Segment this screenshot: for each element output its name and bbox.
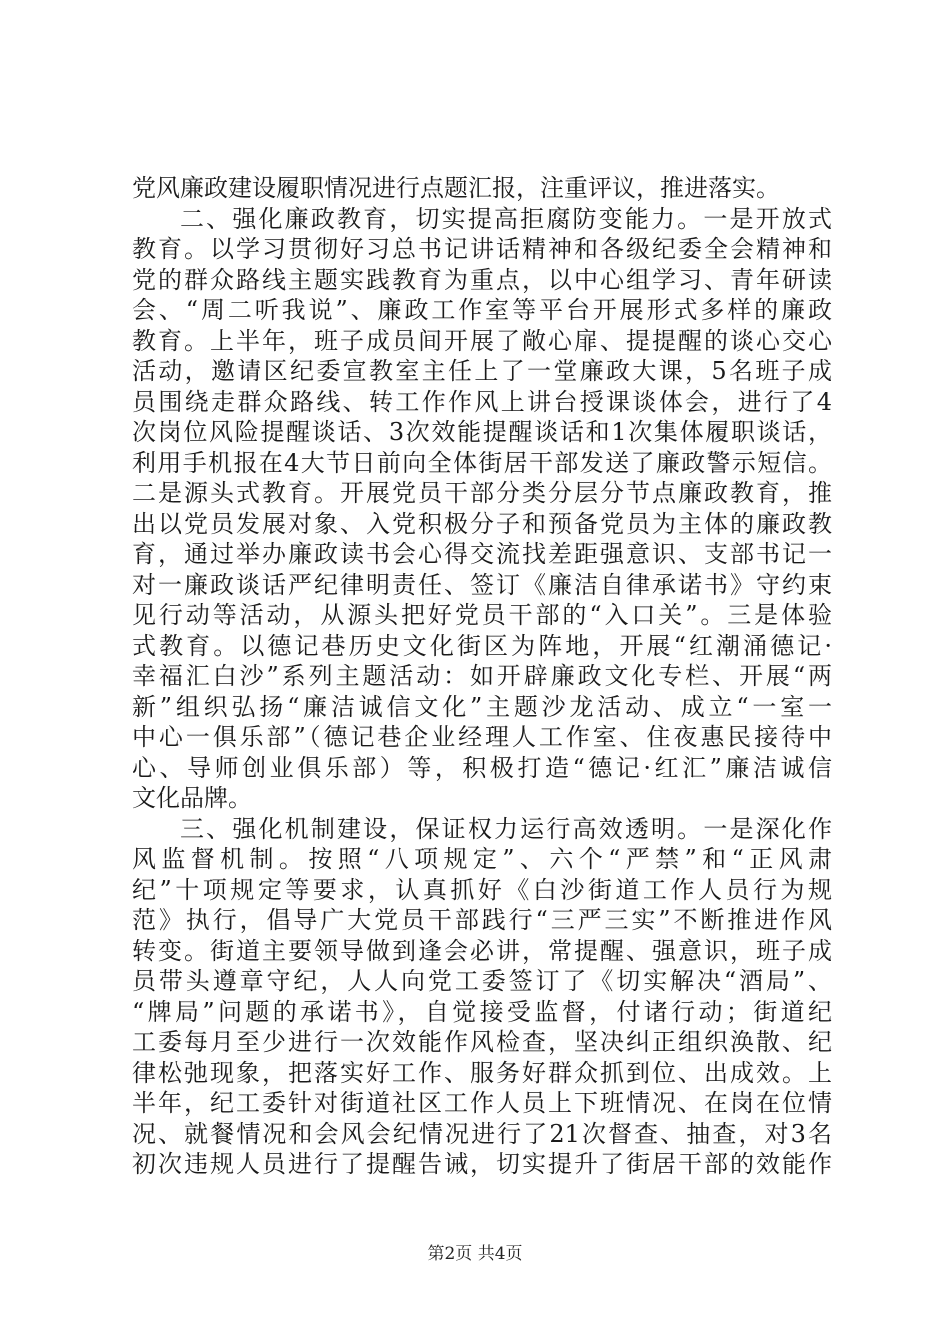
- body-line: 会、“周二听我说”、廉政工作室等平台开展形式多样的廉政: [132, 296, 832, 324]
- body-line: 纪”十项规定等要求，认真抓好《白沙街道工作人员行为规: [132, 875, 832, 904]
- body-line: 员围绕走群众路线、转工作作风上讲台授课谈体会，进行了4: [132, 387, 832, 416]
- body-line: 教育。以学习贯彻好习总书记讲话精神和各级纪委全会精神和: [132, 235, 832, 263]
- body-line: 心、导师创业俱乐部）等，积极打造“德记·红汇”廉洁诚信: [132, 753, 832, 782]
- paragraph-2-line: 二、强化廉政教育，切实提高拒腐防变能力。一是开放式: [180, 204, 832, 233]
- body-line: 教育。上半年，班子成员间开展了敞心扉、提提醒的谈心交心: [132, 326, 832, 355]
- body-line: 二是源头式教育。开展党员干部分类分层分节点廉政教育，推: [132, 479, 832, 507]
- body-line: 转变。街道主要领导做到逢会必讲，常提醒、强意识，班子成: [132, 936, 832, 965]
- body-line: 出以党员发展对象、入党积极分子和预备党员为主体的廉政教: [132, 509, 832, 538]
- body-line: 律松弛现象，把落实好工作、服务好群众抓到位、出成效。上: [132, 1058, 832, 1087]
- body-line: 对一廉政谈话严纪律明责任、签订《廉洁自律承诺书》守约束: [132, 570, 832, 599]
- body-line: 风监督机制。按照“八项规定”、六个“严禁”和“正风肃: [132, 845, 832, 873]
- body-line: 见行动等活动，从源头把好党员干部的“入口关”。三是体验: [132, 601, 832, 629]
- body-line: 新”组织弘扬“廉洁诚信文化”主题沙龙活动、成立“一室一: [132, 692, 832, 721]
- body-line: 况、就餐情况和会风会纪情况进行了21次督查、抽查，对3名: [132, 1119, 832, 1148]
- body-line: “牌局”问题的承诺书》，自觉接受监督，付诸行动；街道纪: [132, 997, 832, 1026]
- body-line: 文化品牌。: [132, 784, 252, 812]
- body-line: 党的群众路线主题实践教育为重点，以中心组学习、青年研读: [132, 265, 832, 294]
- body-line: 育，通过举办廉政读书会心得交流找差距强意识、支部书记一: [132, 540, 832, 568]
- body-line: 中心一俱乐部”（德记巷企业经理人工作室、住夜惠民接待中: [132, 723, 832, 751]
- body-line: 党风廉政建设履职情况进行点题汇报，注重评议，推进落实。: [132, 174, 780, 202]
- body-line: 范》执行，倡导广大党员干部践行“三严三实”不断推进作风: [132, 906, 832, 934]
- document-body: [132, 173, 832, 1180]
- body-line: 员带头遵章守纪，人人向党工委签订了《切实解决“酒局”、: [132, 967, 832, 995]
- paragraph-3-line: 三、强化机制建设，保证权力运行高效透明。一是深化作: [180, 814, 832, 843]
- body-line: 工委每月至少进行一次效能作风检查，坚决纠正组织涣散、纪: [132, 1028, 832, 1056]
- body-line: 式教育。以德记巷历史文化街区为阵地，开展“红潮涌德记·: [132, 631, 832, 660]
- body-line: 初次违规人员进行了提醒告诫，切实提升了街居干部的效能作: [132, 1150, 832, 1178]
- body-line: 利用手机报在4大节日前向全体街居干部发送了廉政警示短信。: [132, 448, 832, 477]
- body-line: 次岗位风险提醒谈话、3次效能提醒谈话和1次集体履职谈话，: [132, 418, 832, 446]
- body-line: 活动，邀请区纪委宣教室主任上了一堂廉政大课，5名班子成: [132, 357, 832, 385]
- body-line: 半年，纪工委针对街道社区工作人员上下班情况、在岗在位情: [132, 1089, 832, 1117]
- body-line: 幸福汇白沙”系列主题活动：如开辟廉政文化专栏、开展“两: [132, 662, 832, 690]
- page-number-footer: 第2页 共4页: [427, 1244, 523, 1264]
